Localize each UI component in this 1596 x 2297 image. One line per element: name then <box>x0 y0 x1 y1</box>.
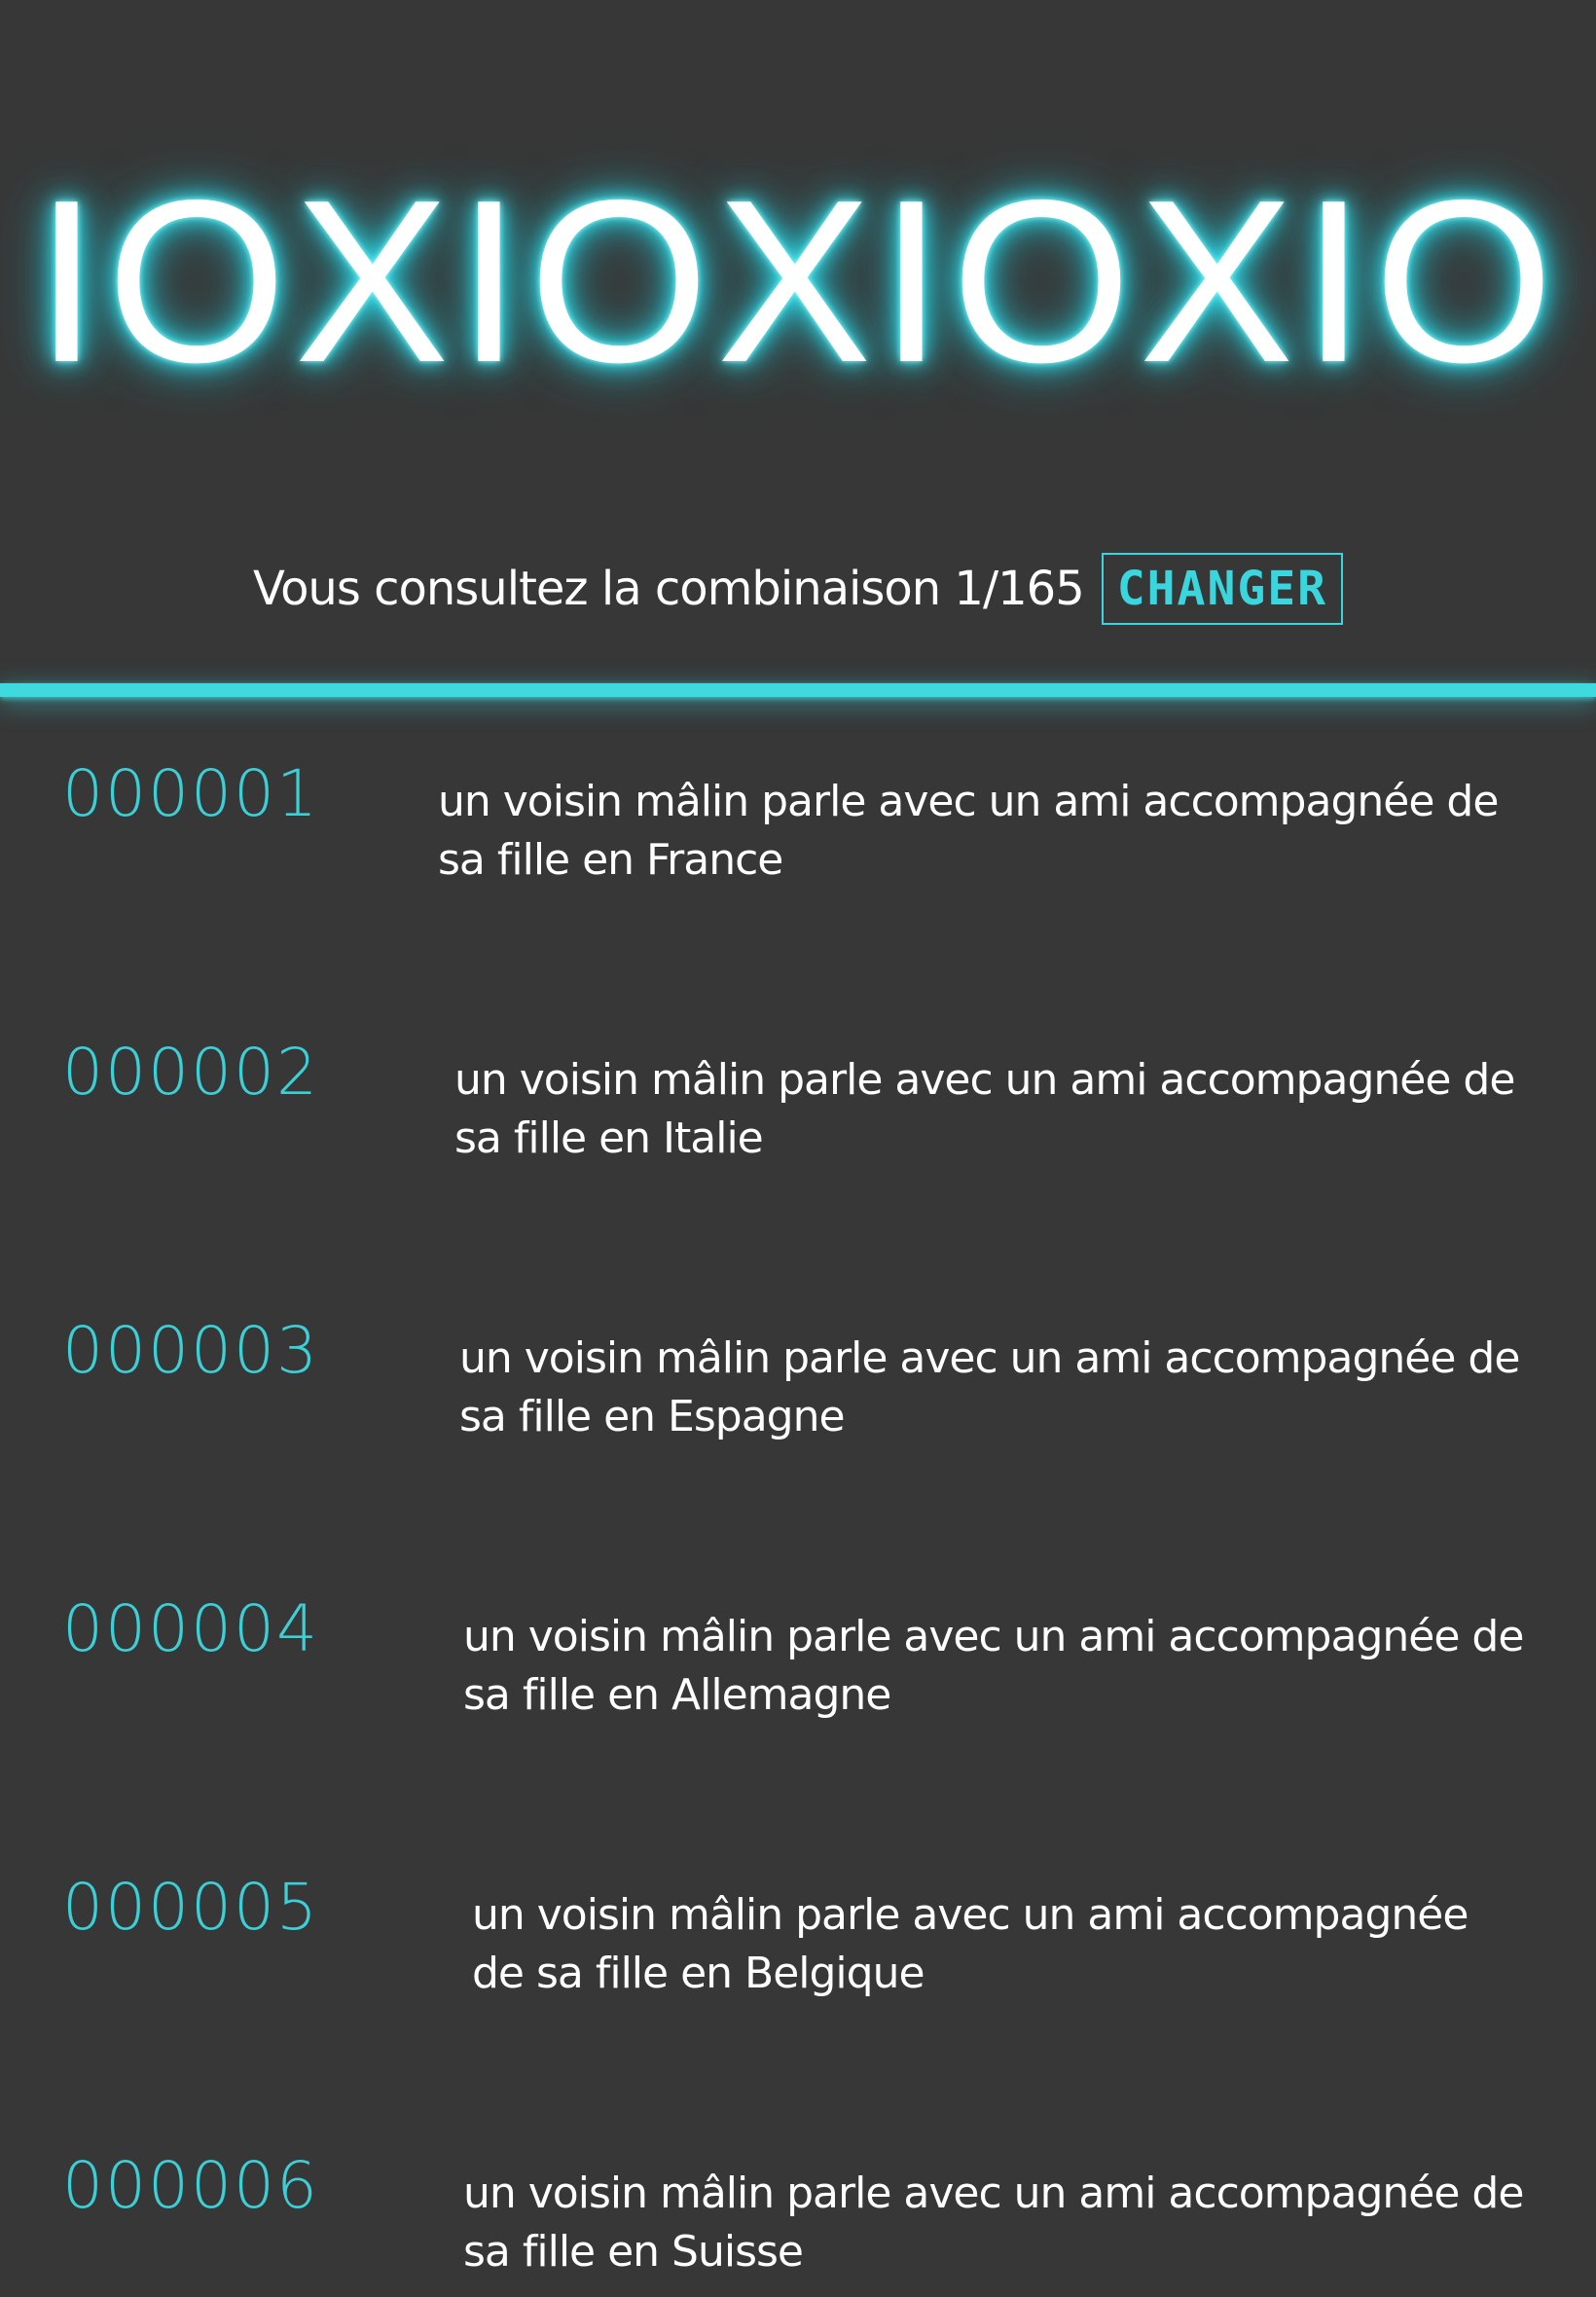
item-text: un voisin mâlin parle avec un ami accompagnée de sa fille en France <box>438 777 1499 885</box>
item-code: 000001 <box>62 756 319 831</box>
list-item <box>0 1035 1596 1174</box>
item-code: 000004 <box>62 1591 319 1666</box>
item-code: 000002 <box>62 1035 319 1110</box>
item-text: un voisin mâlin parle avec un ami accompagnée de sa fille en Allemagne <box>463 1612 1524 1720</box>
site-logo: IOXIOXIOXIO <box>34 153 1562 411</box>
item-code: 000006 <box>62 2148 319 2223</box>
list-item <box>0 1870 1596 2009</box>
list-item <box>0 2148 1596 2287</box>
list-item <box>0 756 1596 895</box>
list-item <box>0 1591 1596 1731</box>
item-text: un voisin mâlin parle avec un ami accompagnée de sa fille en Belgique <box>472 1890 1469 1998</box>
item-code: 000005 <box>62 1870 319 1945</box>
item-text: un voisin mâlin parle avec un ami accompagnée de sa fille en Suisse <box>463 2169 1524 2277</box>
combination-header <box>0 550 1596 628</box>
combination-counter: Vous consultez la combinaison 1/165 <box>252 562 1084 616</box>
glow-divider <box>0 683 1596 697</box>
item-text: un voisin mâlin parle avec un ami accompagnée de sa fille en Italie <box>454 1055 1515 1163</box>
change-button[interactable]: CHANGER <box>1102 553 1343 625</box>
list-item <box>0 1313 1596 1452</box>
item-text: un voisin mâlin parle avec un ami accompagnée de sa fille en Espagne <box>459 1333 1520 1441</box>
item-code: 000003 <box>62 1313 319 1388</box>
